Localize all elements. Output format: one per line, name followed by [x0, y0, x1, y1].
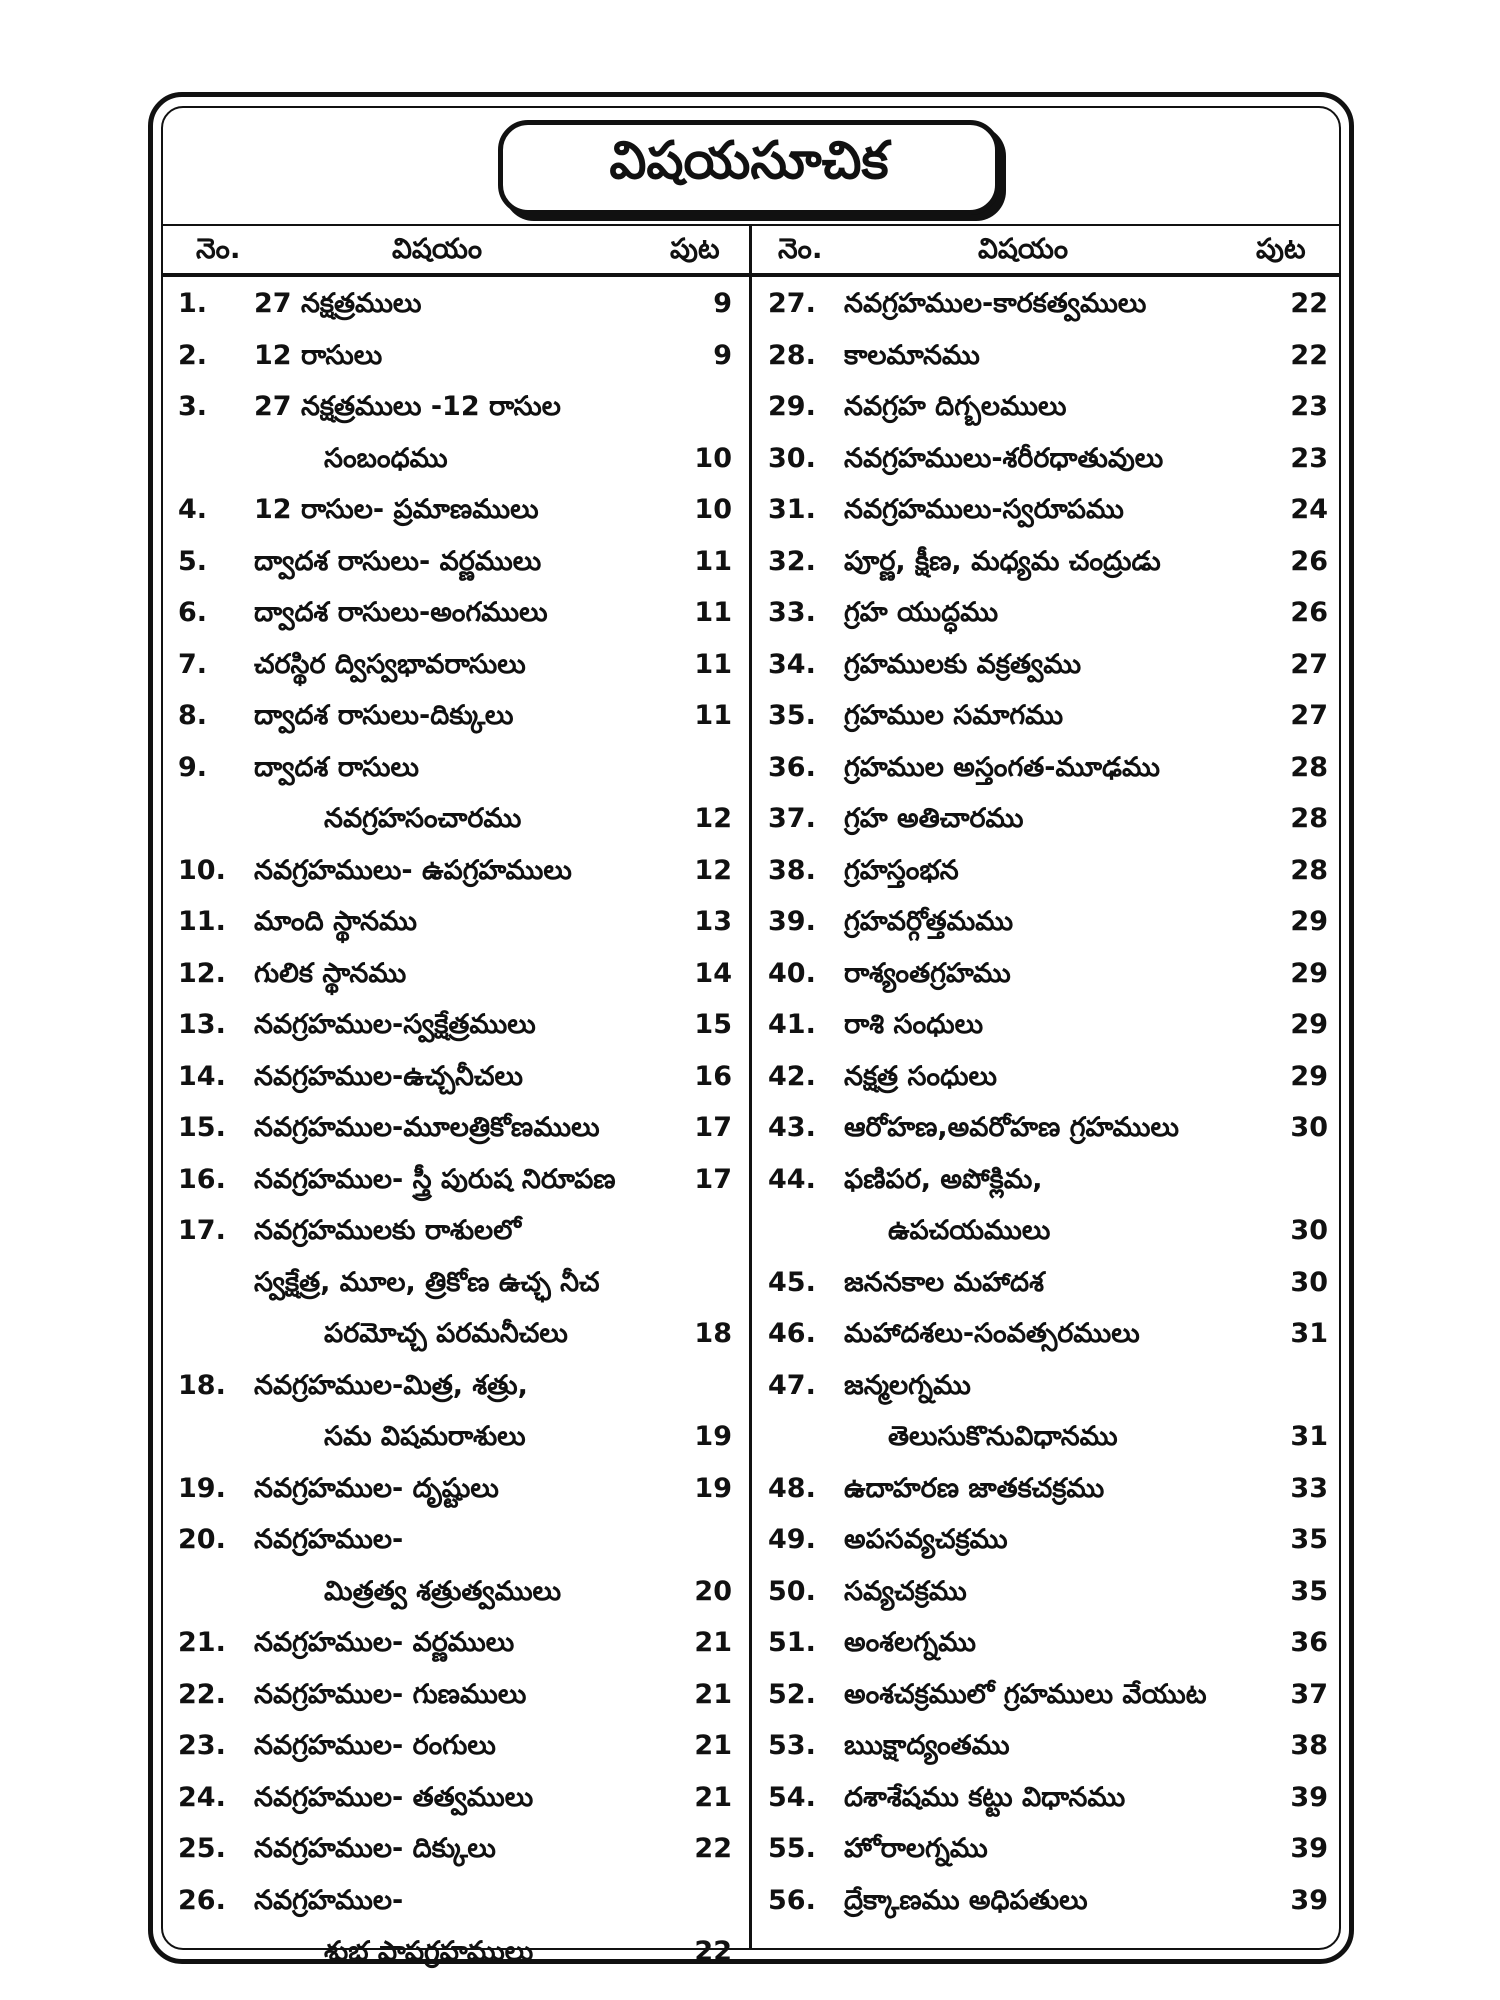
- toc-number: 21.: [178, 1627, 226, 1658]
- toc-subject: గ్రహస్తంభన: [844, 854, 959, 886]
- toc-number: 40.: [768, 957, 816, 989]
- toc-number: 32.: [768, 545, 816, 577]
- toc-page: 27: [1290, 700, 1328, 731]
- toc-number: 1.: [178, 288, 208, 319]
- toc-subject: నవగ్రహముల-మూలత్రికోణములు: [254, 1112, 600, 1143]
- toc-subject: కాలమానము: [844, 339, 980, 371]
- toc-row: [178, 1774, 738, 1826]
- toc-page: 39: [1290, 1884, 1328, 1916]
- toc-page: 21: [694, 1730, 732, 1761]
- toc-subject: నవగ్రహముల-: [254, 1524, 404, 1555]
- toc-number: 35.: [768, 700, 816, 731]
- toc-row: [178, 641, 738, 693]
- toc-subject: శుభ పాపగ్రహములు: [324, 1936, 534, 1967]
- toc-page: 19: [694, 1421, 732, 1452]
- toc-number: 48.: [768, 1472, 816, 1504]
- toc-number: 50.: [768, 1575, 816, 1607]
- toc-row: [178, 1516, 738, 1568]
- toc-number: 24.: [178, 1781, 226, 1813]
- toc-subject: మాంది స్థానము: [254, 906, 417, 937]
- toc-row: [768, 1619, 1330, 1671]
- toc-row: [178, 332, 738, 384]
- toc-subject: నవగ్రహముల-కారకత్వములు: [844, 288, 1147, 319]
- toc-row: [768, 1877, 1330, 1929]
- toc-page: 39: [1290, 1781, 1328, 1813]
- toc-row: [178, 950, 738, 1002]
- toc-subject: మహాదశలు-సంవత్సరములు: [844, 1318, 1140, 1349]
- toc-row: [178, 280, 738, 332]
- toc-page: 35: [1290, 1524, 1328, 1555]
- toc-subject: 12 రాసుల- ప్రమాణములు: [254, 494, 539, 525]
- toc-page: 9: [713, 288, 732, 319]
- toc-subject: 12 రాసులు: [254, 339, 383, 371]
- toc-subject: అంశచక్రములో గ్రహములు వేయుట: [844, 1678, 1207, 1710]
- toc-number: 11.: [178, 906, 226, 937]
- toc-row: [178, 383, 738, 435]
- toc-row: [178, 1825, 738, 1877]
- toc-row: [768, 383, 1330, 435]
- toc-subject: నవగ్రహముల- తత్వములు: [254, 1781, 534, 1813]
- toc-page: 21: [694, 1678, 732, 1710]
- toc-number: 54.: [768, 1781, 816, 1813]
- toc-subject: గ్రహవర్గోత్తమము: [844, 906, 1014, 937]
- toc-page: 20: [694, 1575, 732, 1607]
- toc-page: 17: [694, 1112, 732, 1143]
- toc-row: [768, 538, 1330, 590]
- toc-page: 29: [1290, 1060, 1328, 1092]
- toc-subject: నవగ్రహములు-శరీరధాతువులు: [844, 442, 1164, 474]
- toc-page: 15: [694, 1009, 732, 1040]
- toc-subject: నవగ్రహముల- స్త్రీ పురుష నిరూపణ: [254, 1163, 616, 1195]
- toc-subject: ద్వాదశ రాసులు-అంగములు: [254, 597, 548, 628]
- toc-number: 4.: [178, 494, 208, 525]
- toc-number: 51.: [768, 1627, 816, 1658]
- toc-row: [178, 1156, 738, 1208]
- toc-row: [178, 795, 738, 847]
- toc-page: 11: [694, 597, 732, 628]
- toc-page: 29: [1290, 1009, 1328, 1040]
- toc-row: [768, 1774, 1330, 1826]
- toc-page: 13: [694, 906, 732, 937]
- toc-row: [178, 1310, 738, 1362]
- toc-number: 15.: [178, 1112, 226, 1143]
- toc-row: [178, 1568, 738, 1620]
- toc-subject: నవగ్రహసంచారము: [324, 803, 522, 834]
- toc-page: 30: [1290, 1215, 1328, 1246]
- toc-page: 29: [1290, 906, 1328, 937]
- toc-row: [768, 1104, 1330, 1156]
- toc-subject: గ్రహ అతిచారము: [844, 803, 1024, 834]
- toc-subject: సంబంధము: [324, 442, 448, 474]
- toc-number: 38.: [768, 854, 816, 886]
- toc-subject: నవగ్రహముల-ఉచ్చనీచలు: [254, 1060, 524, 1092]
- toc-page: 22: [694, 1833, 732, 1864]
- toc-number: 20.: [178, 1524, 226, 1555]
- toc-subject: రాశి సంధులు: [844, 1009, 984, 1040]
- toc-number: 49.: [768, 1524, 816, 1555]
- toc-page: 27: [1290, 648, 1328, 680]
- toc-page: 22: [1290, 288, 1328, 319]
- toc-row: [178, 589, 738, 641]
- toc-row: [768, 744, 1330, 796]
- toc-subject: ఉపచయములు: [888, 1215, 1051, 1246]
- toc-row: [178, 1928, 738, 1980]
- toc-number: 16.: [178, 1163, 226, 1195]
- toc-page: 11: [694, 648, 732, 680]
- toc-row: [768, 1722, 1330, 1774]
- toc-subject: నవగ్రహములు- ఉపగ్రహములు: [254, 854, 572, 886]
- toc-page: 26: [1290, 545, 1328, 577]
- toc-number: 45.: [768, 1266, 816, 1298]
- toc-number: 52.: [768, 1678, 816, 1710]
- toc-number: 41.: [768, 1009, 816, 1040]
- toc-number: 29.: [768, 391, 816, 422]
- toc-subject: మిత్రత్వ శత్రుత్వములు: [324, 1575, 562, 1607]
- toc-number: 53.: [768, 1730, 816, 1761]
- toc-number: 23.: [178, 1730, 226, 1761]
- toc-page: 21: [694, 1627, 732, 1658]
- toc-number: 13.: [178, 1009, 226, 1040]
- toc-subject: గ్రహముల సమాగము: [844, 700, 1064, 731]
- toc-column-right: [768, 280, 1330, 1928]
- toc-subject: అంశలగ్నము: [844, 1627, 977, 1658]
- toc-page: 31: [1290, 1318, 1328, 1349]
- toc-number: 6.: [178, 597, 208, 628]
- toc-row: [178, 538, 738, 590]
- toc-subject: పరమోచ్చ పరమనీచలు: [324, 1318, 568, 1349]
- toc-row: [768, 435, 1330, 487]
- toc-page: 38: [1290, 1730, 1328, 1761]
- page-title: విషయసూచిక: [498, 120, 1000, 215]
- toc-page: 39: [1290, 1833, 1328, 1864]
- toc-number: 31.: [768, 494, 816, 525]
- toc-page: 17: [694, 1163, 732, 1195]
- toc-subject: దశాశేషము కట్టు విధానము: [844, 1781, 1126, 1813]
- toc-subject: ఫణిపర, అపోక్లిమ,: [844, 1163, 1043, 1195]
- toc-number: 8.: [178, 700, 208, 731]
- header-no-right: నెం.: [778, 232, 823, 265]
- toc-page: 29: [1290, 957, 1328, 989]
- toc-subject: గ్రహ యుద్ధము: [844, 597, 999, 628]
- column-divider: [749, 224, 752, 1948]
- toc-number: 33.: [768, 597, 816, 628]
- toc-row: [768, 1825, 1330, 1877]
- toc-page: 24: [1290, 494, 1328, 525]
- toc-row: [178, 847, 738, 899]
- toc-row: [768, 1001, 1330, 1053]
- toc-number: 18.: [178, 1369, 226, 1401]
- toc-row: [178, 1465, 738, 1517]
- toc-number: 25.: [178, 1833, 226, 1864]
- toc-page: 12: [694, 803, 732, 834]
- toc-subject: జన్మలగ్నము: [844, 1369, 971, 1401]
- toc-row: [768, 1207, 1330, 1259]
- toc-number: 47.: [768, 1369, 816, 1401]
- toc-number: 27.: [768, 288, 816, 319]
- toc-page: 11: [694, 545, 732, 577]
- toc-subject: నవగ్రహముల- రంగులు: [254, 1730, 496, 1761]
- toc-page: 21: [694, 1781, 732, 1813]
- toc-row: [178, 1053, 738, 1105]
- toc-subject: జననకాల మహాదశ: [844, 1266, 1044, 1298]
- toc-row: [768, 1310, 1330, 1362]
- toc-number: 30.: [768, 442, 816, 474]
- toc-row: [768, 1053, 1330, 1105]
- toc-subject: 27 నక్షత్రములు: [254, 288, 422, 319]
- toc-row: [178, 1722, 738, 1774]
- toc-subject: ఉదాహరణ జాతకచక్రము: [844, 1472, 1105, 1504]
- toc-subject: హోరాలగ్నము: [844, 1833, 988, 1864]
- toc-page: 28: [1290, 803, 1328, 834]
- toc-subject: ద్వాదశ రాసులు: [254, 751, 420, 783]
- toc-page: 26: [1290, 597, 1328, 628]
- toc-number: 19.: [178, 1472, 226, 1504]
- toc-number: 43.: [768, 1112, 816, 1143]
- toc-page: 10: [694, 442, 732, 474]
- toc-page: 18: [694, 1318, 732, 1349]
- toc-number: 46.: [768, 1318, 816, 1349]
- toc-page: 23: [1290, 442, 1328, 474]
- toc-number: 44.: [768, 1163, 816, 1195]
- toc-row: [768, 1413, 1330, 1465]
- toc-number: 10.: [178, 854, 226, 886]
- toc-row: [768, 1465, 1330, 1517]
- toc-subject: ద్రేక్కాణము అధిపతులు: [844, 1884, 1088, 1916]
- toc-number: 34.: [768, 648, 816, 680]
- toc-row: [768, 898, 1330, 950]
- toc-number: 26.: [178, 1884, 226, 1916]
- toc-subject: నవగ్రహముల-: [254, 1884, 404, 1916]
- toc-row: [178, 1619, 738, 1671]
- toc-subject: చరస్థిర ద్విస్వభావరాసులు: [254, 648, 526, 680]
- toc-page: 16: [694, 1060, 732, 1092]
- toc-subject: పూర్ణ, క్షీణ, మధ్యమ చంద్రుడు: [844, 545, 1161, 577]
- toc-page: 35: [1290, 1575, 1328, 1607]
- header-page-left: పుట: [670, 232, 720, 265]
- toc-page: 9: [713, 339, 732, 371]
- toc-subject: నవగ్రహములు-స్వరూపము: [844, 494, 1124, 525]
- toc-subject: గులిక స్థానము: [254, 957, 407, 989]
- toc-row: [178, 1207, 738, 1259]
- toc-row: [768, 280, 1330, 332]
- toc-row: [768, 1156, 1330, 1208]
- toc-subject: నవగ్రహముల- వర్ణములు: [254, 1627, 515, 1658]
- toc-row: [768, 332, 1330, 384]
- toc-subject: నవగ్రహ దిగ్బలములు: [844, 391, 1067, 422]
- toc-number: 22.: [178, 1678, 226, 1710]
- toc-row: [768, 1671, 1330, 1723]
- toc-page: 30: [1290, 1112, 1328, 1143]
- toc-row: [178, 486, 738, 538]
- toc-row: [768, 847, 1330, 899]
- toc-row: [768, 950, 1330, 1002]
- toc-subject: రాశ్యంతగ్రహము: [844, 957, 1011, 989]
- toc-number: 17.: [178, 1215, 226, 1246]
- toc-subject: ఆరోహణ,అవరోహణ గ్రహములు: [844, 1112, 1179, 1143]
- toc-page: 14: [694, 957, 732, 989]
- toc-page: 31: [1290, 1421, 1328, 1452]
- toc-number: 28.: [768, 339, 816, 371]
- toc-page: 22: [694, 1936, 732, 1967]
- toc-page: 23: [1290, 391, 1328, 422]
- toc-row: [178, 1413, 738, 1465]
- toc-page: 33: [1290, 1472, 1328, 1504]
- toc-row: [768, 1259, 1330, 1311]
- toc-column-left: [178, 280, 738, 1980]
- toc-row: [768, 1568, 1330, 1620]
- toc-subject: ద్వాదశ రాసులు- వర్ణములు: [254, 545, 542, 577]
- toc-subject: నవగ్రహముల-మిత్ర, శత్రు,: [254, 1369, 528, 1401]
- toc-page: 12: [694, 854, 732, 886]
- toc-subject: గ్రహముల అస్తంగత-మూఢము: [844, 751, 1160, 783]
- toc-page: 22: [1290, 339, 1328, 371]
- toc-row: [768, 795, 1330, 847]
- toc-number: 3.: [178, 391, 208, 422]
- toc-row: [768, 486, 1330, 538]
- toc-page: 11: [694, 700, 732, 731]
- toc-row: [178, 1362, 738, 1414]
- toc-number: 39.: [768, 906, 816, 937]
- toc-row: [178, 744, 738, 796]
- toc-row: [178, 1104, 738, 1156]
- toc-subject: సమ విషమరాశులు: [324, 1421, 526, 1452]
- toc-number: 36.: [768, 751, 816, 783]
- toc-number: 55.: [768, 1833, 816, 1864]
- toc-page: 28: [1290, 751, 1328, 783]
- toc-row: [768, 692, 1330, 744]
- toc-page: 28: [1290, 854, 1328, 886]
- toc-subject: నవగ్రహముల- దిక్కులు: [254, 1833, 496, 1864]
- toc-number: 42.: [768, 1060, 816, 1092]
- toc-row: [178, 1259, 738, 1311]
- header-no-left: నెం.: [196, 232, 241, 265]
- toc-row: [768, 1362, 1330, 1414]
- toc-number: 9.: [178, 751, 208, 783]
- toc-subject: 27 నక్షత్రములు -12 రాసుల: [254, 391, 561, 422]
- toc-subject: నక్షత్ర సంధులు: [844, 1060, 997, 1092]
- toc-row: [178, 898, 738, 950]
- toc-number: 2.: [178, 339, 208, 371]
- toc-row: [178, 435, 738, 487]
- toc-row: [178, 1001, 738, 1053]
- toc-number: 5.: [178, 545, 208, 577]
- toc-subject: స్వక్షేత్ర, మూల, త్రికోణ ఉచ్ఛ నీచ: [254, 1266, 600, 1298]
- toc-page: 10: [694, 494, 732, 525]
- header-subject-right: విషయం: [978, 232, 1069, 265]
- header-page-right: పుట: [1256, 232, 1306, 265]
- toc-row: [768, 641, 1330, 693]
- toc-subject: ఋక్షాద్యంతము: [844, 1730, 1010, 1761]
- toc-subject: తెలుసుకొనువిధానము: [888, 1421, 1118, 1452]
- toc-row: [178, 1671, 738, 1723]
- toc-subject: సవ్యచక్రము: [844, 1575, 967, 1607]
- toc-subject: నవగ్రహముల- దృష్టులు: [254, 1472, 499, 1504]
- toc-page: 36: [1290, 1627, 1328, 1658]
- toc-number: 12.: [178, 957, 226, 989]
- toc-subject: నవగ్రహముల-స్వక్షేత్రములు: [254, 1009, 536, 1040]
- toc-row: [178, 692, 738, 744]
- toc-page: 30: [1290, 1266, 1328, 1298]
- toc-number: 14.: [178, 1060, 226, 1092]
- toc-page: 37: [1290, 1678, 1328, 1710]
- toc-subject: నవగ్రహములకు రాశులలో: [254, 1215, 521, 1246]
- toc-number: 7.: [178, 648, 208, 680]
- toc-row: [178, 1877, 738, 1929]
- toc-row: [768, 589, 1330, 641]
- toc-page: 19: [694, 1472, 732, 1504]
- toc-row: [768, 1516, 1330, 1568]
- toc-number: 37.: [768, 803, 816, 834]
- header-subject-left: విషయం: [392, 232, 483, 265]
- toc-subject: నవగ్రహముల- గుణములు: [254, 1678, 527, 1710]
- toc-subject: అపసవ్యచక్రము: [844, 1524, 1008, 1555]
- toc-subject: గ్రహములకు వక్రత్వము: [844, 648, 1082, 680]
- toc-subject: ద్వాదశ రాసులు-దిక్కులు: [254, 700, 514, 731]
- toc-number: 56.: [768, 1884, 816, 1916]
